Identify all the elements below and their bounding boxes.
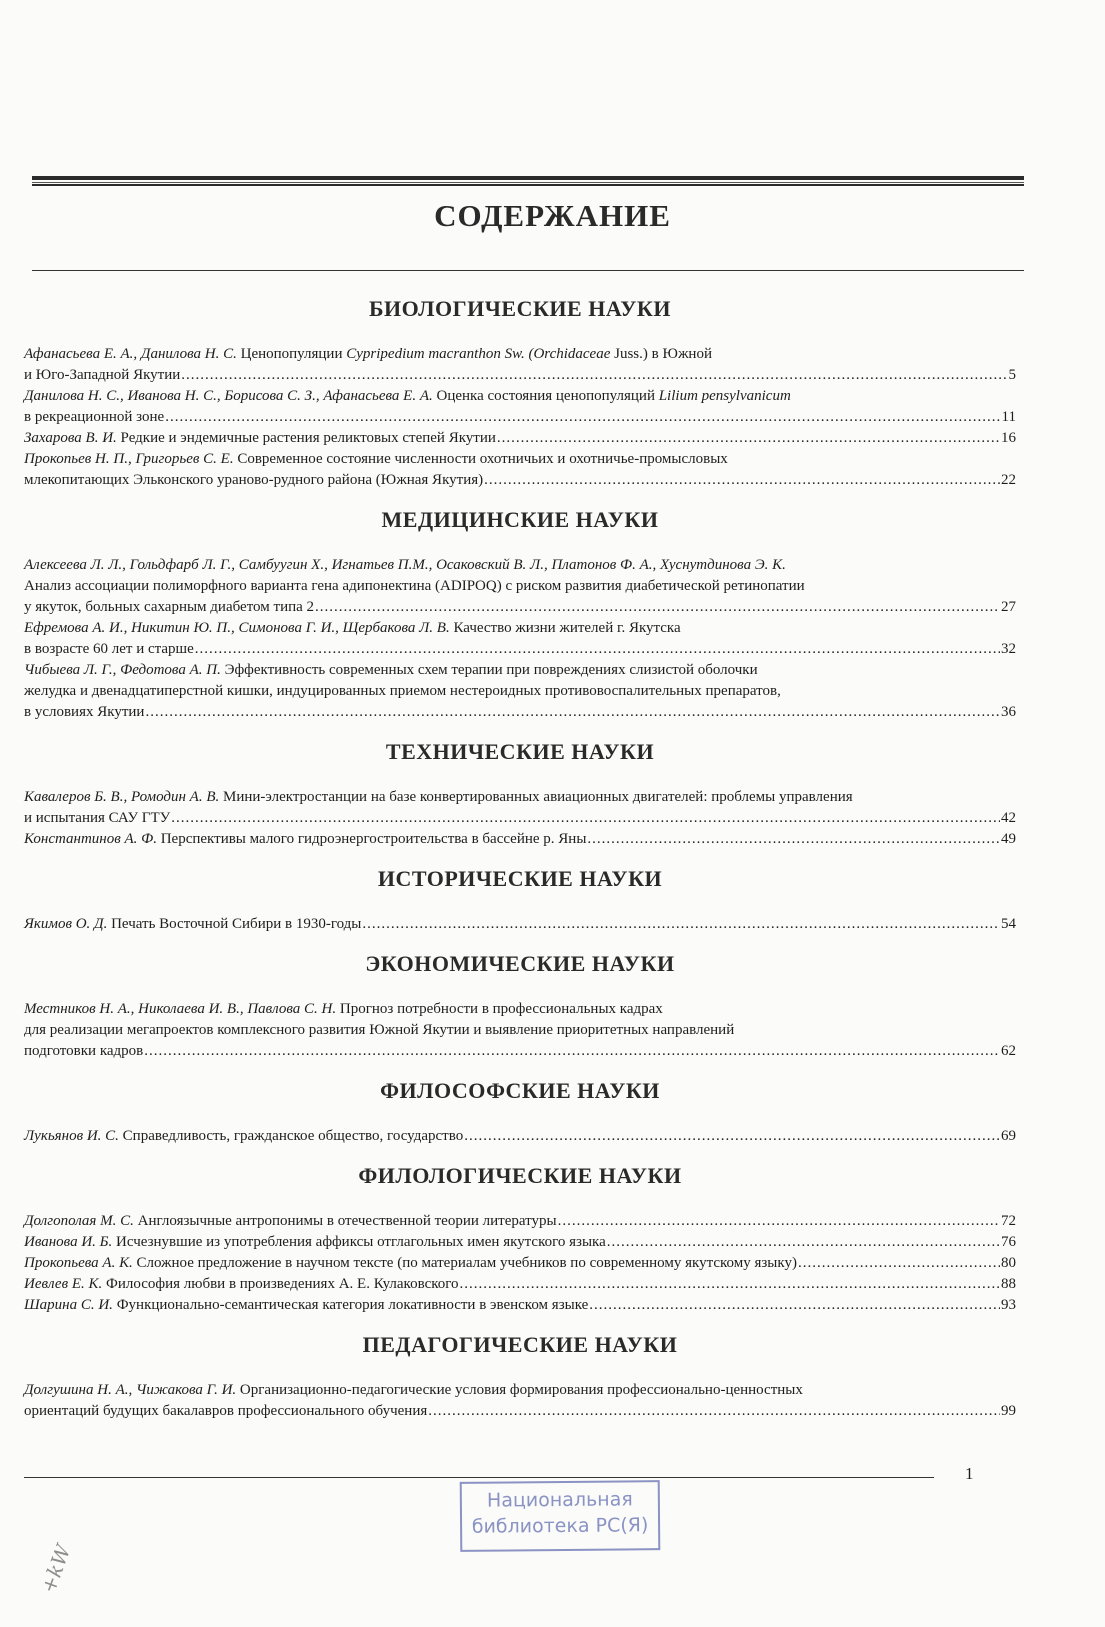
entry-final-line <box>24 597 1016 618</box>
dot-leader <box>497 428 1000 449</box>
entry-page-number: 54 <box>1001 916 1016 932</box>
toc-section <box>24 296 1016 491</box>
entry-final-text <box>24 1274 459 1295</box>
entry-final-line <box>24 829 1016 850</box>
entry-line <box>24 999 1016 1020</box>
entry-page-number: 32 <box>1001 641 1016 657</box>
dot-leader <box>144 1041 1000 1062</box>
entry-title-text: Эффективность современных схем терапии при повреждениях слизистой оболочки <box>220 662 758 678</box>
entry-title-text: Прогноз потребности в профессиональных кадрах <box>336 1001 663 1017</box>
toc-entry[interactable] <box>24 999 1016 1062</box>
entry-title-text: Анализ ассоциации полиморфного варианта гена адипонектина (ADIPOQ) с риском развития диабетической ретинопатии <box>24 578 805 594</box>
entry-final-text <box>24 1041 143 1062</box>
entry-title-text: для реализации мегапроектов комплексного развития Южной Якутии и выявление приоритетных направлений <box>24 1022 735 1038</box>
entry-page-number: 49 <box>1001 831 1016 847</box>
entry-title-text: и испытания САУ ГТУ <box>24 810 171 826</box>
toc-entry[interactable] <box>24 386 1016 428</box>
dot-leader <box>589 1295 1000 1316</box>
dot-leader <box>195 639 1000 660</box>
entry-final-line <box>24 407 1016 428</box>
section-heading: МЕДИЦИНСКИЕ НАУКИ <box>381 507 659 532</box>
entry-title-text: в условиях Якутии <box>24 704 145 720</box>
entry-final-line <box>24 428 1016 449</box>
entry-title-text: подготовки кадров <box>24 1043 144 1059</box>
entry-final-text <box>24 639 194 660</box>
entry-title-text: Современное состояние численности охотничьих и охотничье-промысловых <box>233 451 728 467</box>
dot-leader <box>464 1126 1000 1147</box>
entry-line <box>24 386 1016 407</box>
toc-section <box>24 1163 1016 1316</box>
entry-authors: Долгушина Н. А., Чижакова Г. И. <box>24 1382 237 1398</box>
entry-page-number: 72 <box>1001 1213 1016 1229</box>
entry-title-text: желудка и двенадцатиперстной кишки, индуцированных приемом нестероидных противовоспалительных препаратов, <box>24 683 781 699</box>
entry-page-number: 5 <box>1008 367 1016 383</box>
toc-section <box>24 951 1016 1062</box>
entry-final-line <box>24 1274 1016 1295</box>
entry-final-line <box>24 470 1016 491</box>
toc-section <box>24 1078 1016 1147</box>
entry-title-text: Англоязычные антропонимы в отечественной теории литературы <box>133 1213 557 1229</box>
entry-authors: Афанасьева Е. А., Данилова Н. С. <box>24 346 237 362</box>
entry-title-text: и Юго-Западной Якутии <box>24 367 181 383</box>
entry-final-text <box>24 914 361 935</box>
dot-leader <box>315 597 1000 618</box>
entry-title-text: Ценопопуляции <box>236 346 347 362</box>
entry-title-text: Исчезнувшие из употребления аффиксы отглагольных имен якутского языка <box>112 1234 606 1250</box>
entry-page-number: 11 <box>1001 409 1016 425</box>
entry-authors: Иевлев Е. К. <box>24 1276 103 1292</box>
entry-title-text: Редкие и эндемичные растения реликтовых степей Якутии <box>116 430 496 446</box>
entry-authors: Ефремова А. И., Никитин Ю. П., Симонова Г. И., Щербакова Л. В. <box>24 620 450 636</box>
entry-final-line <box>24 1211 1016 1232</box>
toc-entry[interactable] <box>24 1380 1016 1422</box>
entry-final-line <box>24 1253 1016 1274</box>
entry-authors: Кавалеров Б. В., Ромодин А. В. <box>24 789 220 805</box>
entry-line <box>24 1380 1016 1401</box>
title-rule <box>32 270 1024 271</box>
entry-final-text <box>24 1126 463 1147</box>
entry-line <box>24 681 1016 702</box>
entry-authors: Местников Н. А., Николаева И. В., Павлова С. Н. <box>24 1001 337 1017</box>
toc-entry[interactable] <box>24 787 1016 829</box>
entry-authors: Прокопьева А. К. <box>24 1255 133 1271</box>
entry-final-line <box>24 1041 1016 1062</box>
entry-authors: Лукьянов И. С. <box>24 1128 119 1144</box>
section-heading: ТЕХНИЧЕСКИЕ НАУКИ <box>385 739 655 764</box>
entry-final-text <box>24 1295 588 1316</box>
entry-authors: Алексеева Л. Л., Гольдфарб Л. Г., Самбуугин Х., Игнатьев П.М., Осаковский В. Л., Платонов Ф. А., Хуснутдинова Э. К. <box>24 557 786 573</box>
toc-entry[interactable] <box>24 1295 1016 1316</box>
dot-leader <box>171 808 1000 829</box>
toc-entry[interactable] <box>24 1253 1016 1274</box>
handwritten-note: +kW <box>36 1541 76 1597</box>
library-stamp <box>460 1480 661 1552</box>
entry-final-text <box>24 702 144 723</box>
entry-authors: Прокопьев Н. П., Григорьев С. Е. <box>24 451 234 467</box>
entry-authors: Шарина С. И. <box>24 1297 113 1313</box>
top-double-rule <box>32 176 1024 186</box>
toc-entry[interactable] <box>24 555 1016 618</box>
entry-line <box>24 660 1016 681</box>
table-of-contents <box>24 282 1016 1422</box>
entry-line <box>24 787 1016 808</box>
toc-section <box>24 507 1016 723</box>
entry-final-text <box>24 1253 797 1274</box>
entry-final-line <box>24 808 1016 829</box>
stamp-line-1: Национальная <box>486 1488 633 1512</box>
entry-final-line <box>24 1126 1016 1147</box>
toc-entry[interactable] <box>24 1232 1016 1253</box>
entry-title-text: млекопитающих Эльконского ураново-рудного района (Южная Якутия) <box>24 472 484 488</box>
stamp-line-2: библиотека РС(Я) <box>471 1514 649 1538</box>
toc-entry[interactable] <box>24 428 1016 449</box>
entry-page-number: 36 <box>1001 704 1016 720</box>
entry-title-text: Печать Восточной Сибири в 1930-годы <box>107 916 362 932</box>
entry-line <box>24 555 1016 576</box>
toc-section <box>24 866 1016 935</box>
entry-title-text: Перспективы малого гидроэнергостроительства в бассейне р. Яны <box>156 831 587 847</box>
entry-latin-name: Cypripedium macranthon Sw. (Orchidaceae <box>346 346 611 362</box>
entry-page-number: 88 <box>1001 1276 1016 1292</box>
toc-entry[interactable] <box>24 660 1016 723</box>
entry-title-text: Мини-электростанции на базе конвертированных авиационных двигателей: проблемы управления <box>219 789 853 805</box>
entry-final-line <box>24 702 1016 723</box>
section-heading: ЭКОНОМИЧЕСКИЕ НАУКИ <box>365 951 675 976</box>
entry-authors: Чибыева Л. Г., Федотова А. П. <box>24 662 221 678</box>
dot-leader <box>484 470 1000 491</box>
entry-line <box>24 576 1016 597</box>
entry-line <box>24 449 1016 470</box>
entry-final-line <box>24 1295 1016 1316</box>
dot-leader <box>798 1253 1000 1274</box>
entry-page-number: 16 <box>1001 430 1016 446</box>
entry-final-line <box>24 365 1016 386</box>
entry-title-text: Качество жизни жителей г. Якутска <box>449 620 681 636</box>
dot-leader <box>587 829 1000 850</box>
entry-title-text: в рекреационной зоне <box>24 409 165 425</box>
entry-title-text: Философия любви в произведениях А. Е. Кулаковского <box>102 1276 459 1292</box>
section-heading: ФИЛОСОФСКИЕ НАУКИ <box>380 1078 660 1103</box>
entry-page-number: 69 <box>1001 1128 1016 1144</box>
entry-final-line <box>24 639 1016 660</box>
entry-title-text: Сложное предложение в научном тексте (по материалам учебников по современному якутскому языку) <box>132 1255 797 1271</box>
entry-authors: Данилова Н. С., Иванова Н. С., Борисова С. З., Афанасьева Е. А. <box>24 388 433 404</box>
entry-final-text <box>24 1232 606 1253</box>
entry-title-text: в возрасте 60 лет и старше <box>24 641 194 657</box>
dot-leader <box>165 407 1000 428</box>
toc-section <box>24 1332 1016 1422</box>
entry-line <box>24 344 1016 365</box>
entry-title-text: ориентаций будущих бакалавров профессионального обучения <box>24 1403 428 1419</box>
entry-authors: Константинов А. Ф. <box>24 831 157 847</box>
entry-page-number: 62 <box>1001 1043 1016 1059</box>
entry-title-text: Оценка состояния ценопопуляций <box>432 388 659 404</box>
entry-final-text <box>24 1401 427 1422</box>
entry-final-text <box>24 365 180 386</box>
page-title: СОДЕРЖАНИЕ <box>434 198 671 233</box>
entry-final-text <box>24 597 314 618</box>
dot-leader <box>607 1232 1000 1253</box>
dot-leader <box>428 1401 1000 1422</box>
entry-page-number: 76 <box>1001 1234 1016 1250</box>
entry-line <box>24 1020 1016 1041</box>
dot-leader <box>460 1274 1000 1295</box>
toc-entry[interactable] <box>24 344 1016 386</box>
entry-title-text: у якуток, больных сахарным диабетом типа 2 <box>24 599 315 615</box>
section-heading: ИСТОРИЧЕСКИЕ НАУКИ <box>377 866 663 891</box>
entry-final-line <box>24 914 1016 935</box>
toc-entry[interactable] <box>24 1211 1016 1232</box>
toc-entry[interactable] <box>24 618 1016 660</box>
dot-leader <box>145 702 1000 723</box>
entry-title-text: Функционально-семантическая категория локативности в эвенском языке <box>112 1297 589 1313</box>
dot-leader <box>558 1211 1000 1232</box>
entry-line <box>24 618 1016 639</box>
entry-final-line <box>24 1232 1016 1253</box>
section-heading: ПЕДАГОГИЧЕСКИЕ НАУКИ <box>362 1332 678 1357</box>
section-heading: БИОЛОГИЧЕСКИЕ НАУКИ <box>368 296 671 321</box>
entry-page-number: 27 <box>1001 599 1016 615</box>
toc-entry[interactable] <box>24 914 1016 935</box>
footer-rule <box>24 1477 934 1478</box>
entry-title-text: Справедливость, гражданское общество, государство <box>118 1128 464 1144</box>
entry-authors: Иванова И. Б. <box>24 1234 113 1250</box>
entry-final-text <box>24 428 496 449</box>
dot-leader <box>362 914 1000 935</box>
entry-page-number: 22 <box>1001 472 1016 488</box>
entry-page-number: 80 <box>1001 1255 1016 1271</box>
entry-authors: Захарова В. И. <box>24 430 117 446</box>
entry-final-text <box>24 470 483 491</box>
entry-final-text <box>24 1211 557 1232</box>
entry-final-text <box>24 407 164 428</box>
page-number: 1 <box>965 1464 974 1483</box>
entry-final-line <box>24 1401 1016 1422</box>
toc-entry[interactable] <box>24 829 1016 850</box>
entry-authors: Якимов О. Д. <box>24 916 108 932</box>
toc-entry[interactable] <box>24 449 1016 491</box>
entry-page-number: 99 <box>1001 1403 1016 1419</box>
entry-title-text: Juss.) в Южной <box>610 346 712 362</box>
dot-leader <box>181 365 1007 386</box>
entry-latin-name: Lilium pensylvanicum <box>658 388 791 404</box>
entry-final-text <box>24 829 586 850</box>
entry-final-text <box>24 808 170 829</box>
entry-title-text: Организационно-педагогические условия формирования профессионально-ценностных <box>236 1382 803 1398</box>
entry-page-number: 42 <box>1001 810 1016 826</box>
toc-entry[interactable] <box>24 1126 1016 1147</box>
entry-page-number: 93 <box>1001 1297 1016 1313</box>
toc-entry[interactable] <box>24 1274 1016 1295</box>
toc-section <box>24 739 1016 850</box>
section-heading: ФИЛОЛОГИЧЕСКИЕ НАУКИ <box>358 1163 682 1188</box>
entry-authors: Долгополая М. С. <box>24 1213 134 1229</box>
